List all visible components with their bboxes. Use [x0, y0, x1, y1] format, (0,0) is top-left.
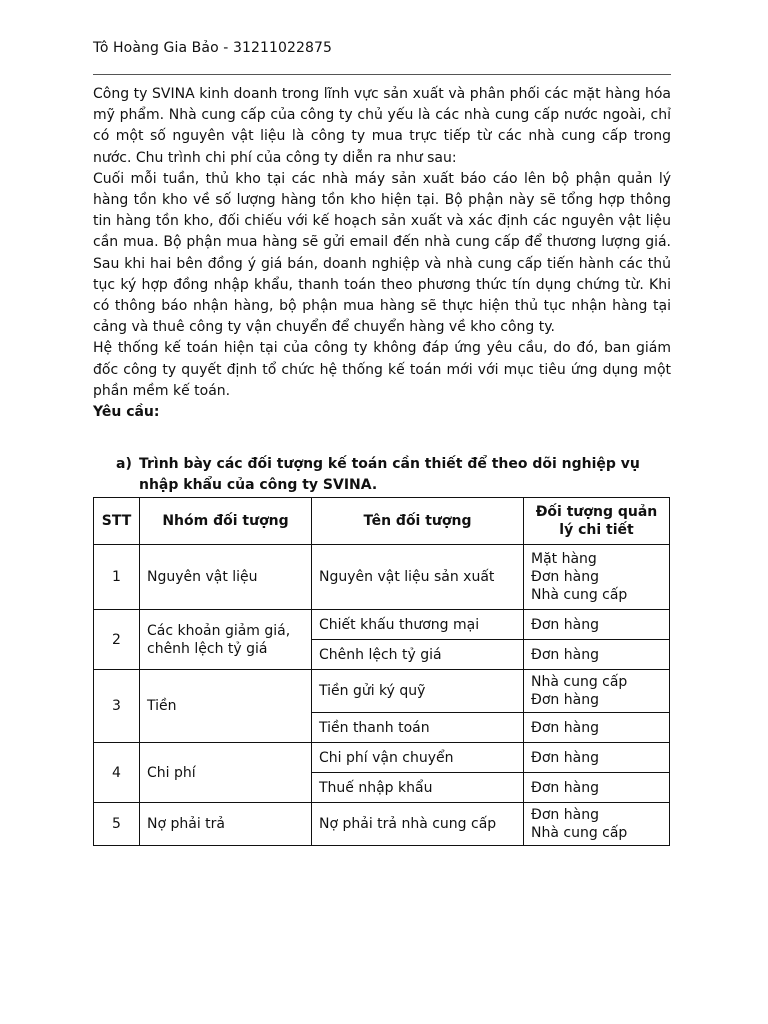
cell-stt: 5 [94, 803, 140, 846]
cell-name: Nguyên vật liệu sản xuất [312, 545, 524, 610]
cell-name: Tiền gửi ký quỹ [312, 670, 524, 713]
detail-line: Đơn hàng [531, 807, 599, 823]
paragraph-process: Cuối mỗi tuần, thủ kho tại các nhà máy sản xuất báo cáo lên bộ phận quản lý hàng tồn kho về số lượng hàng tồn kho hiện tại. Bộ phận này sẽ tổng hợp thông tin hàng tồn kho, đối chiếu với kế hoạch sản xuất và xác định các nguyên vật liệu cần mua. Bộ phận mua hàng sẽ gửi email đến nhà cung cấp để thương lượng giá. Sau khi hai bên đồng ý giá bán, doanh nghiệp và nhà cung cấp tiến hành các thủ tục ký hợp đồng nhập khẩu, thanh toán theo phương thức tín dụng chứng từ. Khi có thông báo nhận hàng, bộ phận mua hàng sẽ thực hiện thủ tục nhận hàng tại cảng và thuê công ty vận chuyển để chuyển hàng về kho công ty. [93, 170, 671, 336]
detail-line: Mặt hàng [531, 551, 597, 567]
header-stt: STT [94, 498, 140, 545]
cell-name: Nợ phải trả nhà cung cấp [312, 803, 524, 846]
cell-name: Tiền thanh toán [312, 713, 524, 743]
table-row [94, 743, 670, 773]
detail-line: Nhà cung cấp [531, 825, 628, 841]
detail-line: Nhà cung cấp [531, 674, 628, 690]
question-text: Trình bày các đối tượng kế toán cần thiết để theo dõi nghiệp vụ nhập khẩu của công ty SVINA. [139, 456, 640, 493]
paragraph-system: Hệ thống kế toán hiện tại của công ty không đáp ứng yêu cầu, do đó, ban giám đốc công ty quyết định tổ chức hệ thống kế toán mới với mục tiêu ứng dụng một phần mềm kế toán. [93, 340, 671, 399]
table-row [94, 545, 670, 610]
cell-name: Chiết khấu thương mại [312, 610, 524, 640]
table-row [94, 803, 670, 846]
table-row [94, 610, 670, 640]
detail-line: Nhà cung cấp [531, 587, 628, 603]
detail-line: Đơn hàng [531, 569, 599, 585]
cell-stt: 2 [94, 610, 140, 670]
accounting-objects-table [93, 497, 670, 846]
paragraph-intro: Công ty SVINA kinh doanh trong lĩnh vực sản xuất và phân phối các mặt hàng hóa mỹ phẩm. Nhà cung cấp của công ty chủ yếu là các nhà cung cấp nước ngoài, chỉ có một số nguyên vật liệu là công ty mua trực tiếp từ các nhà cung cấp trong nước. Chu trình chi phí của công ty diễn ra như sau: [93, 86, 671, 166]
header-group: Nhóm đối tượng [140, 498, 312, 545]
question-a [116, 454, 672, 496]
table-row [94, 670, 670, 713]
cell-detail [524, 743, 670, 773]
detail-line: Đơn hàng [531, 719, 599, 736]
cell-name: Chi phí vận chuyển [312, 743, 524, 773]
cell-name: Chênh lệch tỷ giá [312, 640, 524, 670]
cell-detail [524, 773, 670, 803]
cell-group: Chi phí [140, 743, 312, 803]
cell-group: Nợ phải trả [140, 803, 312, 846]
cell-detail [524, 640, 670, 670]
question-marker: a) [116, 456, 132, 472]
cell-detail [524, 670, 670, 713]
requirement-label: Yêu cầu: [93, 404, 160, 421]
detail-line: Đơn hàng [531, 692, 599, 708]
cell-group: Nguyên vật liệu [140, 545, 312, 610]
cell-detail [524, 610, 670, 640]
cell-name: Thuế nhập khẩu [312, 773, 524, 803]
cell-detail [524, 545, 670, 610]
cell-stt: 3 [94, 670, 140, 743]
cell-stt: 4 [94, 743, 140, 803]
document-body [93, 84, 671, 423]
document-header: Tô Hoàng Gia Bảo - 31211022875 [93, 40, 333, 56]
detail-line: Đơn hàng [531, 779, 599, 796]
detail-line: Đơn hàng [531, 749, 599, 766]
cell-group: Các khoản giảm giá, chênh lệch tỷ giá [140, 610, 312, 670]
cell-group: Tiền [140, 670, 312, 743]
cell-detail [524, 713, 670, 743]
header-detail: Đối tượng quản lý chi tiết [524, 498, 670, 545]
cell-detail [524, 803, 670, 846]
cell-stt: 1 [94, 545, 140, 610]
detail-line: Đơn hàng [531, 616, 599, 633]
table-header-row [94, 498, 670, 545]
detail-line: Đơn hàng [531, 646, 599, 663]
header-divider [93, 74, 671, 75]
header-name: Tên đối tượng [312, 498, 524, 545]
